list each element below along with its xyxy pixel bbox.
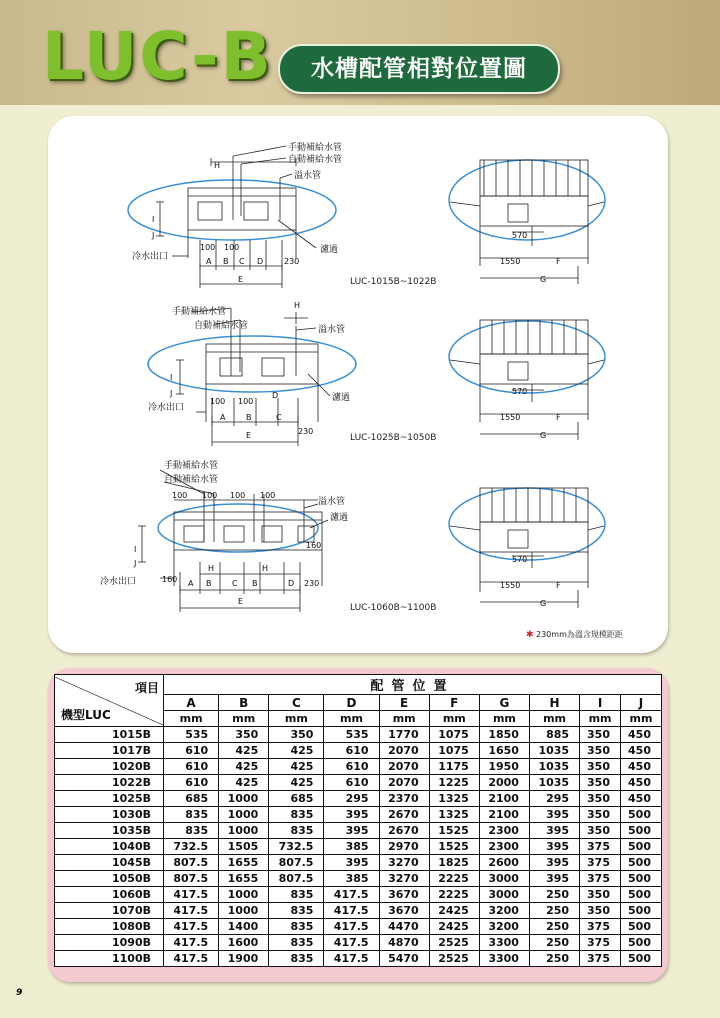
value-cell: 685	[269, 791, 324, 807]
dim-B-2: B	[246, 413, 252, 422]
dim-C-2: C	[276, 413, 282, 422]
value-cell: 375	[580, 839, 621, 855]
column-header-j: J	[621, 695, 662, 711]
model-range-2: LUC-1025B~1050B	[350, 433, 437, 443]
column-header-g: G	[479, 695, 529, 711]
value-cell: 450	[621, 727, 662, 743]
piping-position-table	[54, 674, 662, 967]
value-cell: 1000	[219, 887, 269, 903]
value-cell: 417.5	[164, 919, 219, 935]
unit-cell: mm	[529, 711, 579, 727]
model-cell: 1080B	[55, 919, 164, 935]
value-cell: 250	[529, 935, 579, 951]
value-cell: 350	[580, 727, 621, 743]
label-manual-fill-2: 手動補給水管	[172, 307, 227, 317]
value-cell: 500	[621, 807, 662, 823]
dim-H-3a: H	[208, 564, 215, 573]
value-cell: 250	[529, 951, 579, 967]
dim-100c-3: 100	[230, 491, 246, 500]
value-cell: 2100	[479, 807, 529, 823]
value-cell: 417.5	[164, 951, 219, 967]
dim-230-3: 230	[304, 579, 320, 588]
value-cell: 3270	[379, 871, 429, 887]
model-cell: 1017B	[55, 743, 164, 759]
value-cell: 450	[621, 759, 662, 775]
value-cell: 250	[529, 919, 579, 935]
value-cell: 500	[621, 919, 662, 935]
column-header-i: I	[580, 695, 621, 711]
dim-G-2: G	[540, 431, 547, 440]
dim-160a-3: 160	[162, 575, 178, 584]
value-cell: 417.5	[324, 935, 379, 951]
value-cell: 417.5	[164, 887, 219, 903]
value-cell: 2070	[379, 743, 429, 759]
value-cell: 610	[324, 743, 379, 759]
value-cell: 685	[164, 791, 219, 807]
dim-J-3: J	[134, 559, 137, 568]
value-cell: 450	[621, 775, 662, 791]
dim-B-1: B	[223, 257, 229, 266]
value-cell: 425	[269, 759, 324, 775]
value-cell: 395	[529, 807, 579, 823]
value-cell: 395	[529, 823, 579, 839]
label-manual-fill-3: 手動補給水管	[164, 461, 219, 471]
model-cell: 1020B	[55, 759, 164, 775]
value-cell: 2300	[479, 823, 529, 839]
value-cell: 375	[580, 855, 621, 871]
value-cell: 350	[580, 743, 621, 759]
value-cell: 2070	[379, 759, 429, 775]
value-cell: 375	[580, 919, 621, 935]
value-cell: 2100	[479, 791, 529, 807]
table-row	[55, 887, 662, 903]
value-cell: 417.5	[164, 903, 219, 919]
model-cell: 1022B	[55, 775, 164, 791]
highlight-ellipse	[128, 180, 336, 240]
unit-cell: mm	[219, 711, 269, 727]
value-cell: 4470	[379, 919, 429, 935]
page-title: 水槽配管相對位置圖	[278, 44, 560, 94]
label-drain-1: 冷水出口	[132, 252, 169, 262]
corner-model-label: 機型LUC	[61, 707, 111, 722]
diagram-panel	[48, 116, 668, 653]
dim-F-2: F	[556, 413, 561, 422]
value-cell: 807.5	[164, 871, 219, 887]
table-row	[55, 951, 662, 967]
value-cell: 1825	[429, 855, 479, 871]
value-cell: 835	[269, 887, 324, 903]
value-cell: 885	[529, 727, 579, 743]
value-cell: 350	[580, 759, 621, 775]
value-cell: 535	[324, 727, 379, 743]
table-body	[55, 727, 662, 967]
table-row	[55, 919, 662, 935]
value-cell: 3670	[379, 887, 429, 903]
value-cell: 3670	[379, 903, 429, 919]
value-cell: 835	[269, 807, 324, 823]
value-cell: 500	[621, 839, 662, 855]
value-cell: 350	[580, 887, 621, 903]
value-cell: 835	[269, 903, 324, 919]
dim-570-2: 570	[512, 387, 528, 396]
value-cell: 395	[529, 839, 579, 855]
value-cell: 425	[269, 775, 324, 791]
dim-100a-2: 100	[210, 397, 226, 406]
column-header-f: F	[429, 695, 479, 711]
value-cell: 3000	[479, 871, 529, 887]
value-cell: 732.5	[269, 839, 324, 855]
unit-cell: mm	[269, 711, 324, 727]
table-row	[55, 791, 662, 807]
value-cell: 2970	[379, 839, 429, 855]
value-cell: 1505	[219, 839, 269, 855]
unit-cell: mm	[621, 711, 662, 727]
value-cell: 1225	[429, 775, 479, 791]
value-cell: 835	[269, 935, 324, 951]
value-cell: 3300	[479, 951, 529, 967]
value-cell: 1400	[219, 919, 269, 935]
value-cell: 610	[324, 759, 379, 775]
dim-C-3: C	[232, 579, 238, 588]
value-cell: 350	[269, 727, 324, 743]
value-cell: 375	[580, 871, 621, 887]
value-cell: 1655	[219, 871, 269, 887]
value-cell: 1950	[479, 759, 529, 775]
value-cell: 3200	[479, 919, 529, 935]
unit-cell: mm	[164, 711, 219, 727]
dim-G-3: G	[540, 599, 547, 608]
value-cell: 450	[621, 791, 662, 807]
model-range-1: LUC-1015B~1022B	[350, 277, 437, 287]
dim-100b-3: 100	[202, 491, 218, 500]
note-230mm: 230mm為溫含規模距距	[536, 630, 623, 639]
dim-1550-2: 1550	[500, 413, 521, 422]
value-cell: 1000	[219, 807, 269, 823]
label-auto-fill-3: 自動補給水管	[164, 475, 219, 485]
model-cell: 1030B	[55, 807, 164, 823]
table-row	[55, 871, 662, 887]
model-range-3: LUC-1060B~1100B	[350, 603, 437, 613]
model-cell: 1025B	[55, 791, 164, 807]
value-cell: 610	[164, 775, 219, 791]
table-row	[55, 839, 662, 855]
dim-J-2: J	[170, 389, 173, 398]
brand-logo: LUC-B	[42, 18, 273, 95]
value-cell: 425	[219, 759, 269, 775]
unit-cell: mm	[324, 711, 379, 727]
value-cell: 500	[621, 951, 662, 967]
table-row	[55, 759, 662, 775]
dim-230-2: 230	[298, 427, 314, 436]
model-cell: 1060B	[55, 887, 164, 903]
value-cell: 2670	[379, 823, 429, 839]
column-header-b: B	[219, 695, 269, 711]
model-cell: 1040B	[55, 839, 164, 855]
label-auto-fill-2: 自動補給水管	[194, 321, 249, 331]
value-cell: 835	[269, 951, 324, 967]
value-cell: 1600	[219, 935, 269, 951]
dim-570-3: 570	[512, 555, 528, 564]
value-cell: 2600	[479, 855, 529, 871]
dim-E-2: E	[246, 431, 252, 440]
dim-I-1: I	[152, 215, 155, 224]
value-cell: 295	[324, 791, 379, 807]
table-row	[55, 727, 662, 743]
value-cell: 395	[529, 871, 579, 887]
model-cell: 1070B	[55, 903, 164, 919]
dim-H-2: H	[294, 301, 301, 310]
label-drain-2: 冷水出口	[148, 403, 185, 413]
model-cell: 1045B	[55, 855, 164, 871]
value-cell: 3300	[479, 935, 529, 951]
model-cell: 1035B	[55, 823, 164, 839]
value-cell: 425	[269, 743, 324, 759]
value-cell: 1075	[429, 743, 479, 759]
piping-diagrams	[48, 116, 668, 653]
dim-G-1: G	[540, 275, 547, 284]
value-cell: 835	[164, 823, 219, 839]
dim-F-3: F	[556, 581, 561, 590]
corner-item-label: 項目	[134, 680, 159, 695]
dim-E-1: E	[238, 275, 244, 284]
group-header: 配管位置	[164, 675, 662, 695]
column-header-h: H	[529, 695, 579, 711]
dim-B-3b: B	[252, 579, 258, 588]
unit-cell: mm	[429, 711, 479, 727]
label-filter-2: 濾過	[332, 393, 351, 403]
value-cell: 1035	[529, 775, 579, 791]
dim-100a-3: 100	[172, 491, 188, 500]
value-cell: 3000	[479, 887, 529, 903]
value-cell: 2000	[479, 775, 529, 791]
value-cell: 1175	[429, 759, 479, 775]
value-cell: 350	[580, 903, 621, 919]
value-cell: 500	[621, 823, 662, 839]
dim-D-2: D	[272, 391, 279, 400]
column-header-d: D	[324, 695, 379, 711]
value-cell: 417.5	[324, 919, 379, 935]
value-cell: 500	[621, 855, 662, 871]
value-cell: 1000	[219, 791, 269, 807]
value-cell: 1650	[479, 743, 529, 759]
value-cell: 350	[580, 807, 621, 823]
value-cell: 395	[324, 823, 379, 839]
label-auto-fill-1: 自動補給水管	[288, 155, 343, 165]
label-filter-3: 濾過	[330, 513, 349, 523]
value-cell: 807.5	[269, 855, 324, 871]
value-cell: 3200	[479, 903, 529, 919]
value-cell: 835	[164, 807, 219, 823]
unit-cell: mm	[379, 711, 429, 727]
dim-1550-1: 1550	[500, 257, 521, 266]
dim-F-1: F	[556, 257, 561, 266]
value-cell: 375	[580, 951, 621, 967]
dim-D-3: D	[288, 579, 295, 588]
unit-cell: mm	[479, 711, 529, 727]
value-cell: 385	[324, 839, 379, 855]
value-cell: 1655	[219, 855, 269, 871]
table-row	[55, 807, 662, 823]
value-cell: 500	[621, 871, 662, 887]
value-cell: 395	[324, 807, 379, 823]
table-corner-cell	[55, 675, 164, 727]
value-cell: 610	[164, 759, 219, 775]
value-cell: 350	[580, 823, 621, 839]
value-cell: 2070	[379, 775, 429, 791]
table-row	[55, 775, 662, 791]
dim-570-1: 570	[512, 231, 528, 240]
table-row	[55, 935, 662, 951]
note-star-icon: ✱	[526, 630, 534, 640]
unit-cell: mm	[580, 711, 621, 727]
value-cell: 450	[621, 743, 662, 759]
value-cell: 1770	[379, 727, 429, 743]
value-cell: 835	[269, 919, 324, 935]
dim-H-3b: H	[262, 564, 269, 573]
value-cell: 732.5	[164, 839, 219, 855]
dim-C-1: C	[239, 257, 245, 266]
value-cell: 250	[529, 887, 579, 903]
value-cell: 417.5	[324, 887, 379, 903]
dim-A-3: A	[188, 579, 194, 588]
value-cell: 1325	[429, 791, 479, 807]
table-row	[55, 903, 662, 919]
value-cell: 417.5	[324, 903, 379, 919]
column-header-c: C	[269, 695, 324, 711]
value-cell: 3270	[379, 855, 429, 871]
label-manual-fill-1: 手動補給水管	[288, 143, 343, 153]
dim-230-1: 230	[284, 257, 300, 266]
value-cell: 2300	[479, 839, 529, 855]
dim-I-2: I	[170, 373, 173, 382]
model-cell: 1015B	[55, 727, 164, 743]
value-cell: 385	[324, 871, 379, 887]
label-overflow-3: 溢水管	[318, 497, 346, 507]
dim-A-1: A	[206, 257, 212, 266]
value-cell: 835	[269, 823, 324, 839]
dim-100d-3: 100	[260, 491, 276, 500]
value-cell: 1525	[429, 823, 479, 839]
model-cell: 1050B	[55, 871, 164, 887]
dim-I-3: I	[134, 545, 137, 554]
value-cell: 535	[164, 727, 219, 743]
value-cell: 417.5	[324, 951, 379, 967]
value-cell: 425	[219, 775, 269, 791]
value-cell: 610	[324, 775, 379, 791]
value-cell: 1900	[219, 951, 269, 967]
value-cell: 1850	[479, 727, 529, 743]
label-overflow-2: 溢水管	[318, 325, 346, 335]
value-cell: 2225	[429, 887, 479, 903]
value-cell: 1035	[529, 759, 579, 775]
column-header-e: E	[379, 695, 429, 711]
value-cell: 5470	[379, 951, 429, 967]
label-drain-3: 冷水出口	[100, 577, 137, 587]
value-cell: 500	[621, 887, 662, 903]
value-cell: 500	[621, 935, 662, 951]
value-cell: 350	[580, 791, 621, 807]
spec-table-panel	[48, 668, 668, 982]
value-cell: 1075	[429, 727, 479, 743]
dim-E-3: E	[238, 597, 244, 606]
column-header-a: A	[164, 695, 219, 711]
value-cell: 1525	[429, 839, 479, 855]
value-cell: 417.5	[164, 935, 219, 951]
value-cell: 807.5	[164, 855, 219, 871]
dim-D-1: D	[257, 257, 264, 266]
value-cell: 395	[324, 855, 379, 871]
value-cell: 2670	[379, 807, 429, 823]
value-cell: 250	[529, 903, 579, 919]
value-cell: 1000	[219, 823, 269, 839]
label-overflow-1: 溢水管	[294, 171, 322, 181]
value-cell: 2425	[429, 919, 479, 935]
value-cell: 375	[580, 935, 621, 951]
value-cell: 4870	[379, 935, 429, 951]
dim-100a-1: 100	[200, 243, 216, 252]
value-cell: 350	[580, 775, 621, 791]
dim-B-3a: B	[206, 579, 212, 588]
model-cell: 1090B	[55, 935, 164, 951]
value-cell: 425	[219, 743, 269, 759]
value-cell: 2525	[429, 951, 479, 967]
dim-160b-3: 160	[306, 541, 322, 550]
value-cell: 1000	[219, 903, 269, 919]
dim-1550-3: 1550	[500, 581, 521, 590]
dim-100b-1: 100	[224, 243, 240, 252]
value-cell: 350	[219, 727, 269, 743]
label-filter-1: 濾過	[320, 245, 339, 255]
model-cell: 1100B	[55, 951, 164, 967]
value-cell: 610	[164, 743, 219, 759]
value-cell: 1325	[429, 807, 479, 823]
value-cell: 2425	[429, 903, 479, 919]
dim-H-1: H	[214, 161, 221, 170]
value-cell: 807.5	[269, 871, 324, 887]
value-cell: 295	[529, 791, 579, 807]
value-cell: 2225	[429, 871, 479, 887]
dim-J-1: J	[152, 231, 155, 240]
value-cell: 2525	[429, 935, 479, 951]
page-number: 9	[16, 988, 23, 998]
dim-100b-2: 100	[238, 397, 254, 406]
table-row	[55, 823, 662, 839]
table-row	[55, 743, 662, 759]
value-cell: 395	[529, 855, 579, 871]
value-cell: 1035	[529, 743, 579, 759]
value-cell: 500	[621, 903, 662, 919]
dim-A-2: A	[220, 413, 226, 422]
table-row	[55, 855, 662, 871]
value-cell: 2370	[379, 791, 429, 807]
